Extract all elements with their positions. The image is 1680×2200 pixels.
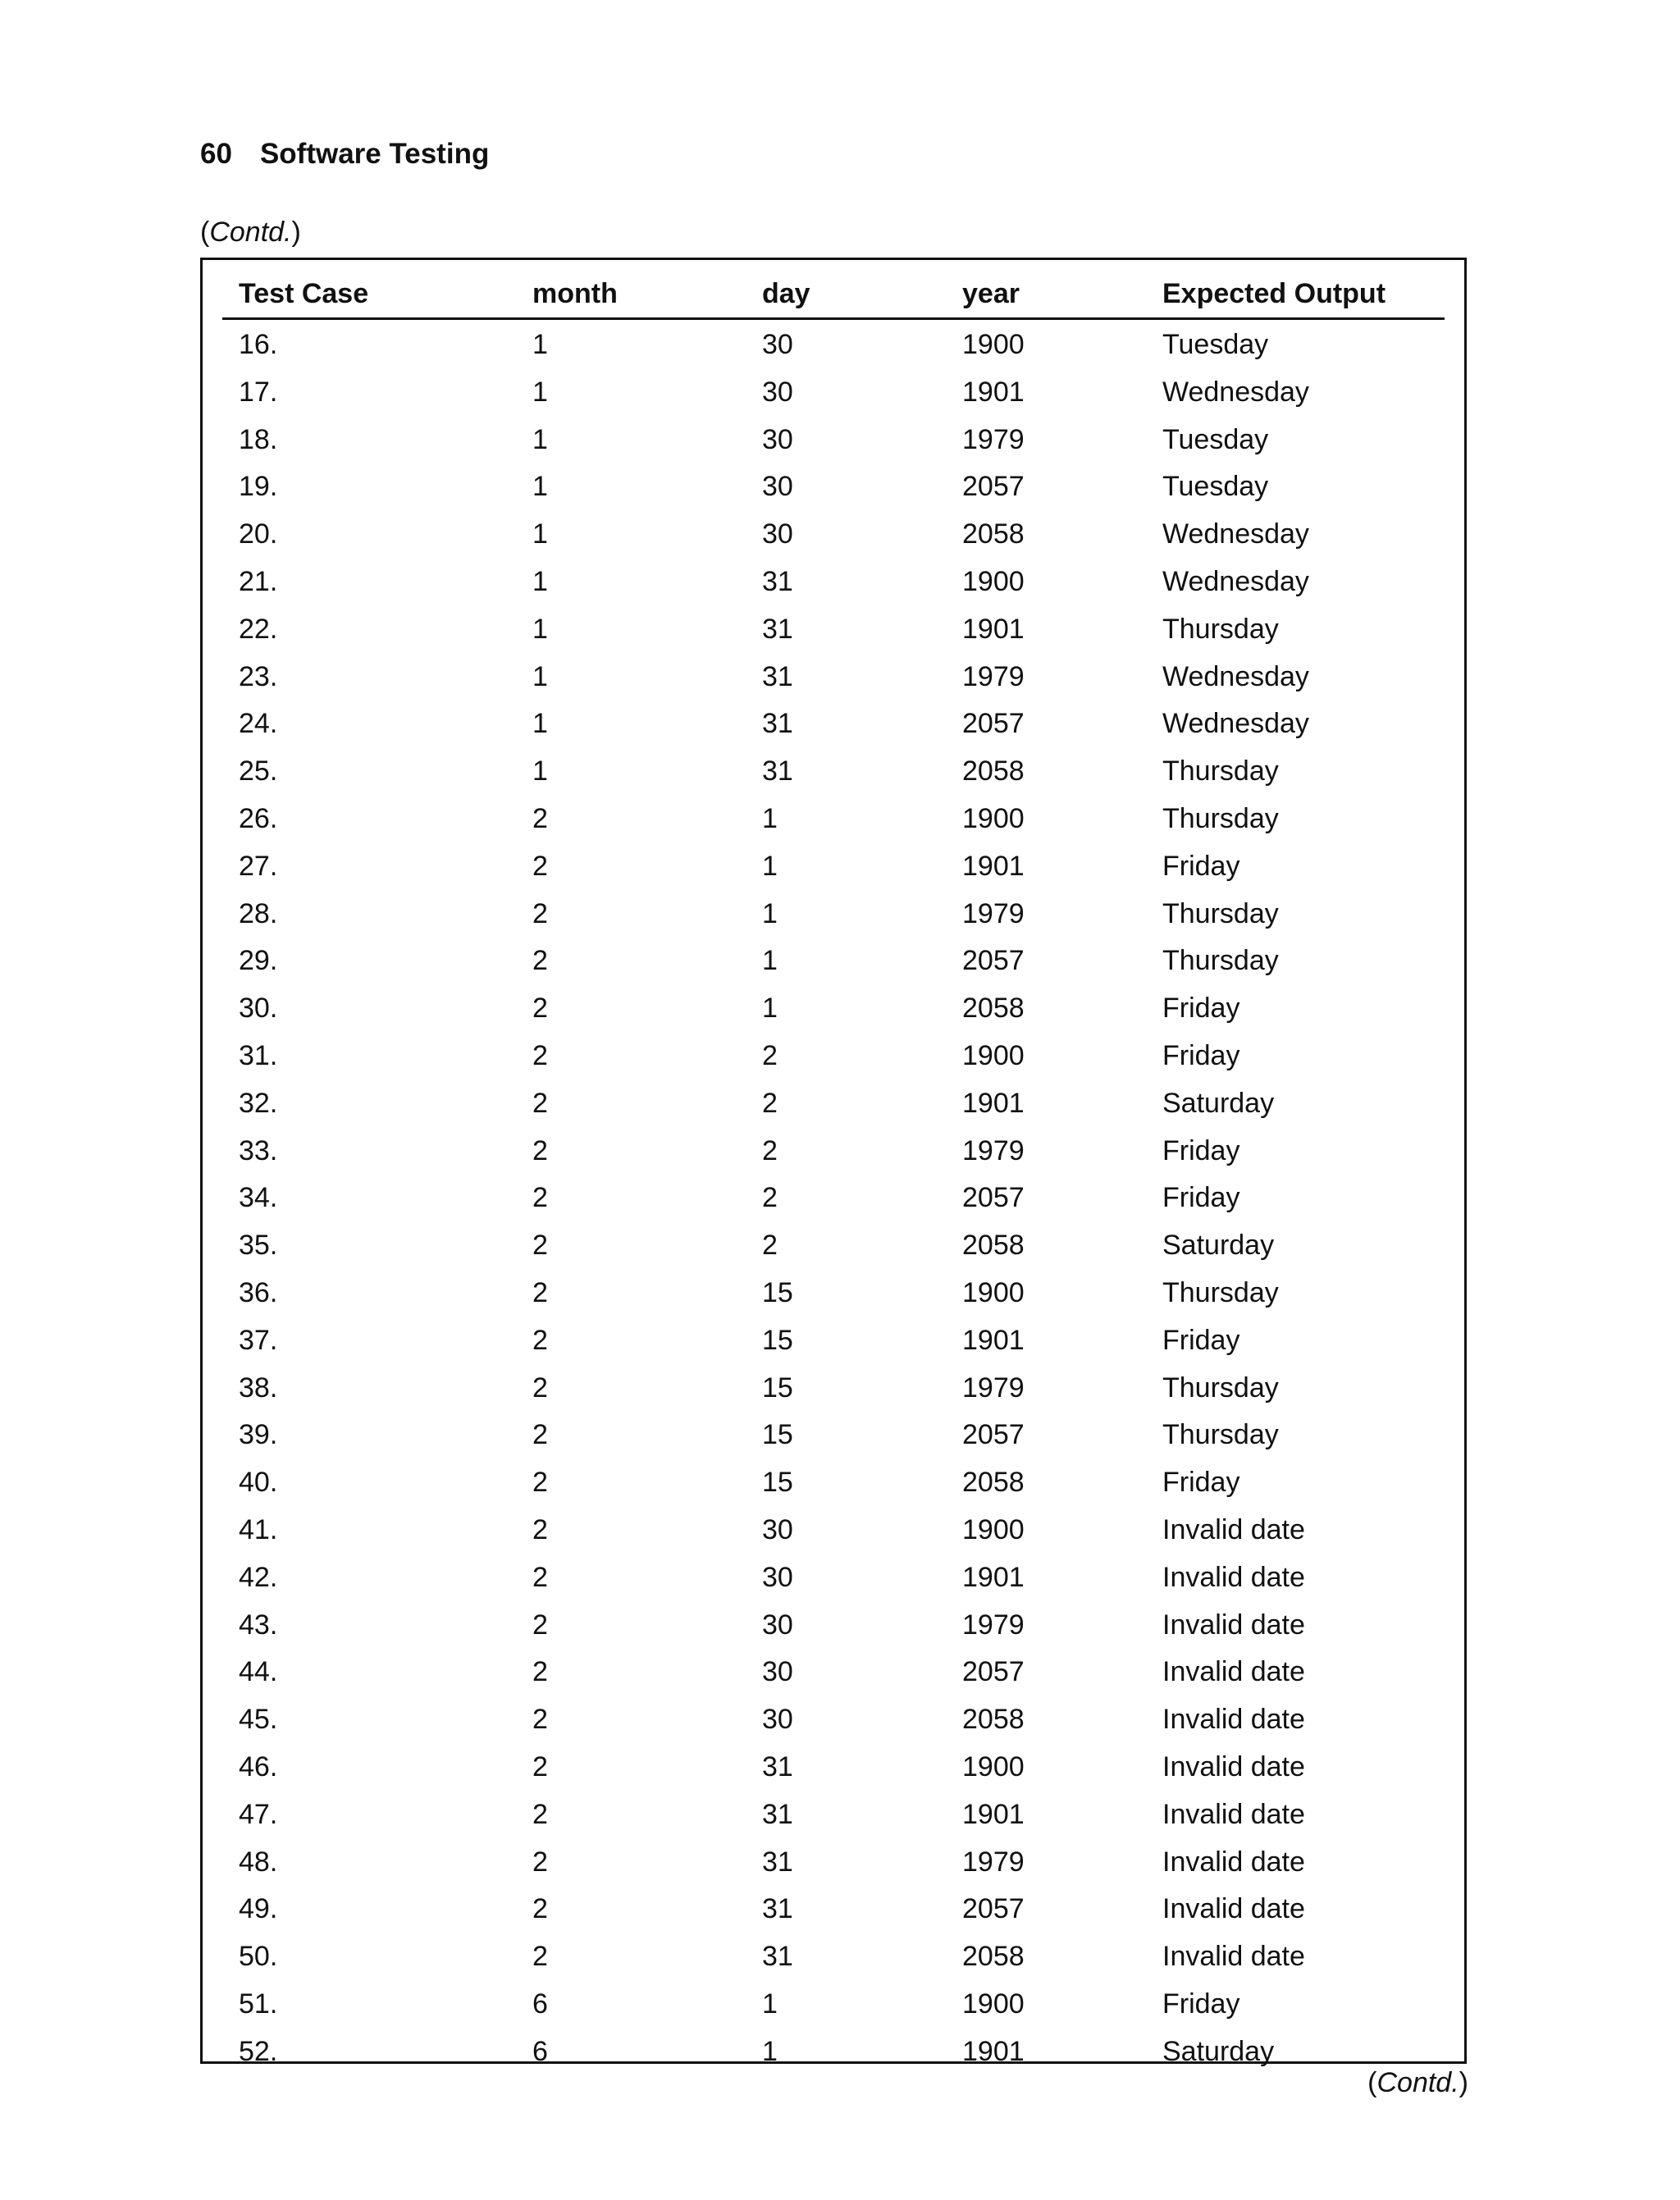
cell-test-case: 42. <box>239 1561 278 1593</box>
cell-day: 30 <box>762 329 793 360</box>
table-row <box>222 1079 1445 1127</box>
cell-month: 2 <box>532 1750 548 1782</box>
cell-month: 1 <box>532 471 548 503</box>
cell-expected-output: Thursday <box>1162 802 1279 834</box>
cell-day: 1 <box>762 1988 778 2020</box>
cell-day: 15 <box>762 1372 793 1404</box>
cell-expected-output: Friday <box>1162 1134 1240 1166</box>
cell-day: 30 <box>762 471 793 503</box>
cell-day: 30 <box>762 423 793 455</box>
table-row <box>222 1174 1445 1221</box>
cell-month: 1 <box>532 708 548 740</box>
cell-test-case: 51. <box>239 1988 278 2020</box>
cell-test-case: 39. <box>239 1419 278 1451</box>
cell-year: 1900 <box>962 1988 1025 2020</box>
cell-day: 30 <box>762 1609 793 1641</box>
cell-day: 15 <box>762 1276 793 1308</box>
table-row <box>222 1458 1445 1506</box>
cell-year: 1900 <box>962 329 1025 360</box>
cell-year: 1979 <box>962 897 1025 929</box>
cell-test-case: 36. <box>239 1276 278 1308</box>
cell-month: 1 <box>532 376 548 408</box>
cell-day: 30 <box>762 1656 793 1688</box>
table-row <box>222 1743 1445 1791</box>
cell-day: 15 <box>762 1419 793 1451</box>
cell-year: 1900 <box>962 1276 1025 1308</box>
cell-day: 2 <box>762 1087 778 1119</box>
continued-note-top: (Contd.) <box>200 217 301 248</box>
cell-month: 2 <box>532 1893 548 1925</box>
cell-day: 30 <box>762 1704 793 1736</box>
cell-month: 2 <box>532 897 548 929</box>
cell-month: 2 <box>532 1087 548 1119</box>
table-row <box>222 747 1445 795</box>
cell-year: 1900 <box>962 1513 1025 1545</box>
cell-test-case: 23. <box>239 660 278 692</box>
cell-year: 2057 <box>962 471 1025 503</box>
cell-year: 2058 <box>962 1704 1025 1736</box>
cell-year: 2058 <box>962 1467 1025 1499</box>
cell-month: 2 <box>532 1230 548 1262</box>
cell-year: 2057 <box>962 1182 1025 1214</box>
continued-note-bottom: (Contd.) <box>1367 2067 1468 2098</box>
cell-month: 2 <box>532 802 548 834</box>
cell-expected-output: Wednesday <box>1162 565 1309 597</box>
cell-year: 1979 <box>962 423 1025 455</box>
cell-day: 1 <box>762 2035 778 2067</box>
cell-month: 2 <box>532 1372 548 1404</box>
cell-year: 1901 <box>962 1324 1025 1356</box>
cell-expected-output: Wednesday <box>1162 660 1309 692</box>
running-head <box>200 138 489 171</box>
table-row <box>222 1696 1445 1743</box>
cell-year: 1979 <box>962 1609 1025 1641</box>
cell-year: 1979 <box>962 660 1025 692</box>
cell-day: 31 <box>762 1750 793 1782</box>
table-row <box>222 937 1445 984</box>
cell-test-case: 31. <box>239 1039 278 1071</box>
cell-day: 2 <box>762 1230 778 1262</box>
cell-year: 2057 <box>962 1419 1025 1451</box>
cell-expected-output: Friday <box>1162 1324 1240 1356</box>
cell-year: 2058 <box>962 993 1025 1025</box>
cell-month: 2 <box>532 1324 548 1356</box>
cell-test-case: 37. <box>239 1324 278 1356</box>
cell-month: 2 <box>532 1419 548 1451</box>
cell-test-case: 16. <box>239 329 278 360</box>
cell-expected-output: Thursday <box>1162 613 1279 645</box>
cell-year: 1901 <box>962 1798 1025 1830</box>
cell-day: 31 <box>762 1798 793 1830</box>
cell-test-case: 30. <box>239 993 278 1025</box>
cell-year: 2057 <box>962 1656 1025 1688</box>
cell-month: 2 <box>532 1182 548 1214</box>
cell-month: 2 <box>532 1513 548 1545</box>
header-test-case: Test Case <box>239 278 369 309</box>
cell-month: 2 <box>532 1609 548 1641</box>
continued-note-top-text: Contd. <box>209 217 292 248</box>
cell-expected-output: Thursday <box>1162 897 1279 929</box>
cell-month: 1 <box>532 423 548 455</box>
cell-year: 1900 <box>962 565 1025 597</box>
table-row <box>222 416 1445 463</box>
cell-year: 2057 <box>962 1893 1025 1925</box>
cell-day: 30 <box>762 1561 793 1593</box>
cell-year: 1901 <box>962 613 1025 645</box>
cell-month: 2 <box>532 1704 548 1736</box>
cell-day: 1 <box>762 897 778 929</box>
cell-day: 1 <box>762 850 778 882</box>
cell-day: 2 <box>762 1134 778 1166</box>
cell-test-case: 19. <box>239 471 278 503</box>
cell-day: 30 <box>762 1513 793 1545</box>
cell-test-case: 34. <box>239 1182 278 1214</box>
cell-year: 1901 <box>962 850 1025 882</box>
cell-expected-output: Invalid date <box>1162 1846 1305 1878</box>
cell-year: 2057 <box>962 945 1025 977</box>
cell-day: 2 <box>762 1039 778 1071</box>
cell-month: 1 <box>532 329 548 360</box>
cell-month: 1 <box>532 755 548 787</box>
cell-test-case: 32. <box>239 1087 278 1119</box>
table-row <box>222 984 1445 1032</box>
table-row <box>222 795 1445 842</box>
cell-test-case: 47. <box>239 1798 278 1830</box>
header-year: year <box>962 278 1020 309</box>
cell-expected-output: Invalid date <box>1162 1704 1305 1736</box>
table-row <box>222 510 1445 558</box>
table-header-row <box>222 268 1445 320</box>
cell-test-case: 48. <box>239 1846 278 1878</box>
header-expected-output: Expected Output <box>1162 278 1386 309</box>
cell-day: 2 <box>762 1182 778 1214</box>
cell-test-case: 28. <box>239 897 278 929</box>
cell-expected-output: Thursday <box>1162 1419 1279 1451</box>
cell-month: 2 <box>532 1467 548 1499</box>
cell-test-case: 35. <box>239 1230 278 1262</box>
cell-year: 1901 <box>962 1087 1025 1119</box>
table-row <box>222 463 1445 510</box>
book-title: Software Testing <box>259 138 490 170</box>
cell-test-case: 44. <box>239 1656 278 1688</box>
cell-expected-output: Wednesday <box>1162 518 1309 550</box>
cell-test-case: 50. <box>239 1941 278 1973</box>
cell-expected-output: Invalid date <box>1162 1798 1305 1830</box>
page-number: 60 <box>200 138 232 170</box>
header-day: day <box>762 278 810 309</box>
cell-test-case: 27. <box>239 850 278 882</box>
cell-day: 15 <box>762 1324 793 1356</box>
cell-month: 1 <box>532 613 548 645</box>
table-row <box>222 1127 1445 1175</box>
table-row <box>222 558 1445 605</box>
cell-expected-output: Invalid date <box>1162 1893 1305 1925</box>
table-row <box>222 1980 1445 2028</box>
cell-expected-output: Wednesday <box>1162 708 1309 740</box>
cell-day: 1 <box>762 802 778 834</box>
cell-expected-output: Tuesday <box>1162 423 1269 455</box>
table-row <box>222 1648 1445 1696</box>
continued-note-bottom-text: Contd. <box>1376 2067 1459 2098</box>
cell-day: 1 <box>762 993 778 1025</box>
cell-year: 1900 <box>962 1750 1025 1782</box>
cell-month: 2 <box>532 1941 548 1973</box>
cell-month: 1 <box>532 660 548 692</box>
table-row <box>222 1269 1445 1317</box>
cell-expected-output: Tuesday <box>1162 329 1269 360</box>
cell-expected-output: Wednesday <box>1162 376 1309 408</box>
table-row <box>222 890 1445 938</box>
cell-expected-output: Saturday <box>1162 2035 1275 2067</box>
table-row <box>222 1506 1445 1554</box>
header-month: month <box>532 278 618 309</box>
table-row <box>222 1554 1445 1601</box>
cell-expected-output: Friday <box>1162 850 1240 882</box>
cell-test-case: 29. <box>239 945 278 977</box>
cell-month: 2 <box>532 1276 548 1308</box>
cell-test-case: 25. <box>239 755 278 787</box>
cell-month: 2 <box>532 1656 548 1688</box>
table-row <box>222 1317 1445 1364</box>
table-row <box>222 1411 1445 1458</box>
cell-day: 31 <box>762 755 793 787</box>
cell-day: 31 <box>762 660 793 692</box>
cell-expected-output: Friday <box>1162 1182 1240 1214</box>
cell-day: 30 <box>762 376 793 408</box>
cell-month: 1 <box>532 518 548 550</box>
cell-expected-output: Friday <box>1162 993 1240 1025</box>
cell-expected-output: Saturday <box>1162 1087 1275 1119</box>
cell-year: 1901 <box>962 376 1025 408</box>
cell-expected-output: Friday <box>1162 1988 1240 2020</box>
cell-expected-output: Invalid date <box>1162 1656 1305 1688</box>
test-case-table <box>200 258 1467 2067</box>
cell-month: 2 <box>532 1134 548 1166</box>
cell-day: 31 <box>762 708 793 740</box>
cell-day: 31 <box>762 1846 793 1878</box>
table-row <box>222 1933 1445 1980</box>
cell-expected-output: Invalid date <box>1162 1750 1305 1782</box>
table-row <box>222 321 1445 368</box>
cell-test-case: 24. <box>239 708 278 740</box>
cell-day: 30 <box>762 518 793 550</box>
cell-test-case: 20. <box>239 518 278 550</box>
cell-expected-output: Thursday <box>1162 755 1279 787</box>
cell-test-case: 17. <box>239 376 278 408</box>
cell-test-case: 18. <box>239 423 278 455</box>
cell-month: 2 <box>532 993 548 1025</box>
cell-year: 2058 <box>962 518 1025 550</box>
cell-month: 6 <box>532 2035 548 2067</box>
table-row <box>222 1032 1445 1079</box>
cell-year: 1901 <box>962 2035 1025 2067</box>
cell-test-case: 22. <box>239 613 278 645</box>
cell-month: 1 <box>532 565 548 597</box>
table-row <box>222 1601 1445 1649</box>
cell-year: 1979 <box>962 1134 1025 1166</box>
table-row <box>222 1364 1445 1412</box>
cell-expected-output: Thursday <box>1162 1372 1279 1404</box>
cell-year: 2058 <box>962 1230 1025 1262</box>
cell-expected-output: Friday <box>1162 1039 1240 1071</box>
cell-expected-output: Invalid date <box>1162 1941 1305 1973</box>
cell-year: 2057 <box>962 708 1025 740</box>
table-row <box>222 1791 1445 1838</box>
cell-year: 1900 <box>962 1039 1025 1071</box>
cell-test-case: 33. <box>239 1134 278 1166</box>
table-row <box>222 1885 1445 1933</box>
cell-day: 15 <box>762 1467 793 1499</box>
cell-year: 1900 <box>962 802 1025 834</box>
cell-test-case: 45. <box>239 1704 278 1736</box>
cell-test-case: 40. <box>239 1467 278 1499</box>
cell-year: 2058 <box>962 1941 1025 1973</box>
cell-day: 31 <box>762 565 793 597</box>
cell-month: 2 <box>532 850 548 882</box>
cell-expected-output: Tuesday <box>1162 471 1269 503</box>
cell-day: 1 <box>762 945 778 977</box>
table-row <box>222 2028 1445 2075</box>
cell-year: 1979 <box>962 1372 1025 1404</box>
cell-month: 2 <box>532 945 548 977</box>
cell-day: 31 <box>762 1941 793 1973</box>
cell-test-case: 52. <box>239 2035 278 2067</box>
cell-expected-output: Friday <box>1162 1467 1240 1499</box>
cell-expected-output: Thursday <box>1162 1276 1279 1308</box>
table-row <box>222 700 1445 747</box>
cell-expected-output: Invalid date <box>1162 1513 1305 1545</box>
cell-year: 1901 <box>962 1561 1025 1593</box>
cell-expected-output: Saturday <box>1162 1230 1275 1262</box>
cell-test-case: 49. <box>239 1893 278 1925</box>
cell-month: 2 <box>532 1798 548 1830</box>
cell-expected-output: Thursday <box>1162 945 1279 977</box>
cell-day: 31 <box>762 1893 793 1925</box>
table-row <box>222 1221 1445 1269</box>
cell-test-case: 46. <box>239 1750 278 1782</box>
cell-month: 2 <box>532 1846 548 1878</box>
cell-test-case: 21. <box>239 565 278 597</box>
cell-test-case: 38. <box>239 1372 278 1404</box>
cell-expected-output: Invalid date <box>1162 1609 1305 1641</box>
table-row <box>222 368 1445 416</box>
table-row <box>222 605 1445 653</box>
cell-test-case: 41. <box>239 1513 278 1545</box>
cell-month: 6 <box>532 1988 548 2020</box>
cell-test-case: 26. <box>239 802 278 834</box>
cell-year: 1979 <box>962 1846 1025 1878</box>
cell-test-case: 43. <box>239 1609 278 1641</box>
table-row <box>222 653 1445 701</box>
cell-month: 2 <box>532 1039 548 1071</box>
table-row <box>222 842 1445 890</box>
cell-month: 2 <box>532 1561 548 1593</box>
cell-day: 31 <box>762 613 793 645</box>
cell-expected-output: Invalid date <box>1162 1561 1305 1593</box>
cell-year: 2058 <box>962 755 1025 787</box>
table-row <box>222 1838 1445 1886</box>
table-body <box>222 321 1445 2074</box>
